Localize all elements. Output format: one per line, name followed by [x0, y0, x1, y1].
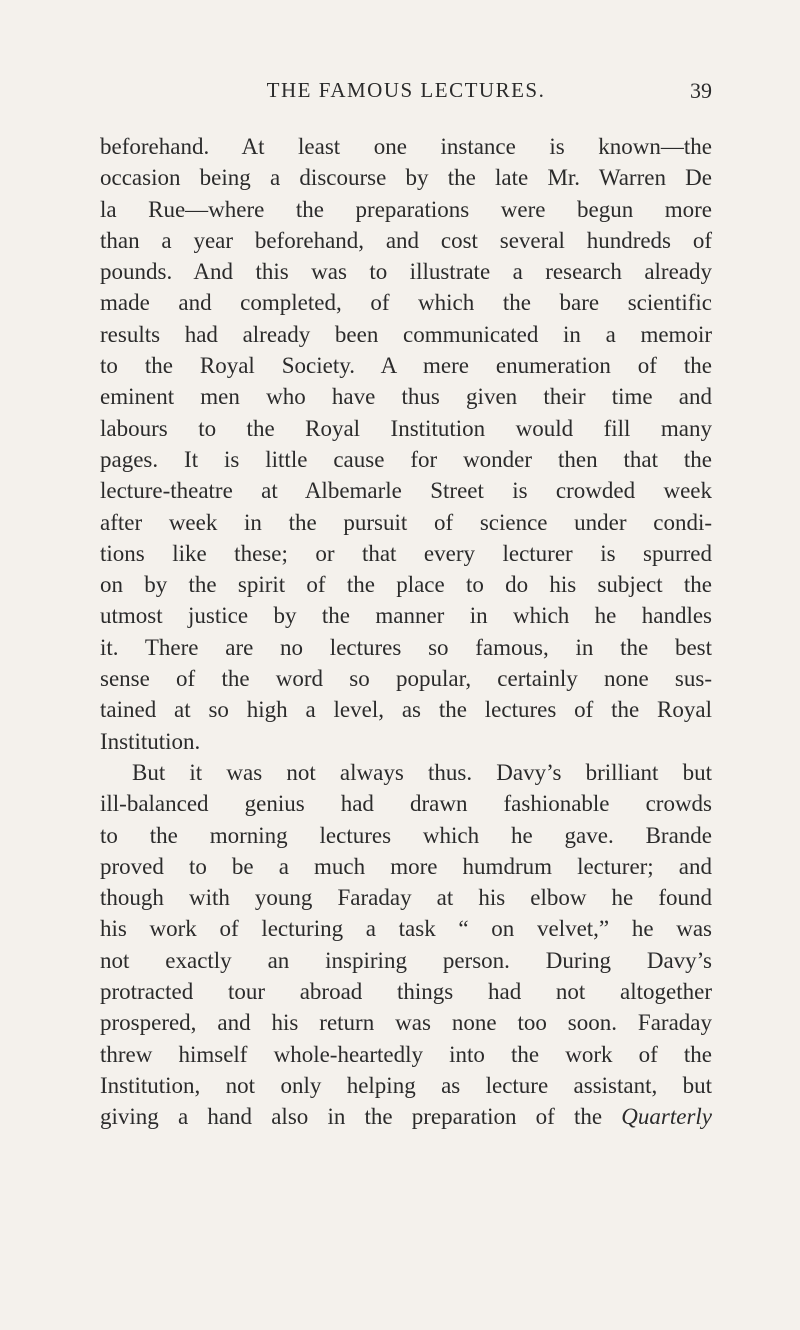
text-line: eminent men who have thus given their time and	[100, 384, 712, 410]
text-line: pounds. And this was to illustrate a research already	[100, 259, 712, 285]
text-line: labours to the Royal Institution would fill many	[100, 415, 712, 441]
text-line: after week in the pursuit of science under condi-	[100, 509, 712, 535]
text-line: utmost justice by the manner in which he handles	[100, 603, 712, 629]
text-line: ill-balanced genius had drawn fashionable crowds	[100, 791, 712, 817]
text-line: prospered, and his return was none too soon. Faraday	[100, 1010, 712, 1036]
page-number: 39	[690, 78, 712, 103]
text-line: tions like these; or that every lecturer is spurred	[100, 540, 712, 566]
text-line: la Rue—where the preparations were begun more	[100, 196, 712, 222]
text-line: occasion being a discourse by the late Mr. Warren De	[100, 165, 712, 191]
text-line: not exactly an inspiring person. During Davy’s	[100, 947, 712, 973]
text-line: it. There are no lectures so famous, in the best	[100, 634, 712, 660]
text-line: to the morning lectures which he gave. Brande	[100, 822, 712, 848]
text-line: to the Royal Society. A mere enumeration of the	[100, 353, 712, 379]
text-line: his work of lecturing a task “ on velvet,” he was	[100, 916, 712, 942]
text-line: protracted tour abroad things had not altogether	[100, 979, 712, 1005]
paragraph-start-line: But it was not always thus. Davy’s brilliant but	[132, 759, 712, 785]
text-line: proved to be a much more humdrum lecturer; and	[100, 853, 712, 879]
text-line: results had already been communicated in a memoir	[100, 321, 712, 347]
paragraph-end-line: Institution.	[100, 728, 201, 754]
text-line: tained at so high a level, as the lectures of the Royal	[100, 697, 712, 723]
text-line: Institution, not only helping as lecture assistant, but	[100, 1072, 712, 1098]
body-text	[100, 131, 712, 1133]
text-line: lecture-theatre at Albemarle Street is crowded week	[100, 478, 712, 504]
text-line: threw himself whole-heartedly into the work of the	[100, 1041, 712, 1067]
text-line: on by the spirit of the place to do his subject the	[100, 572, 712, 598]
text-line: than a year beforehand, and cost several hundreds of	[100, 227, 712, 253]
text-line-final	[100, 1101, 712, 1132]
text-line: sense of the word so popular, certainly none sus-	[100, 666, 712, 692]
text-line: though with young Faraday at his elbow he found	[100, 885, 712, 911]
final-line-text: giving a hand also in the preparation of the	[100, 1104, 603, 1130]
text-line: pages. It is little cause for wonder then that the	[100, 446, 712, 472]
journal-title-italic: Quarterly	[621, 1104, 713, 1130]
text-line: beforehand. At least one instance is known—the	[100, 134, 712, 159]
running-title: THE FAMOUS LECTURES.	[266, 78, 546, 102]
running-head	[100, 78, 712, 106]
text-line: made and completed, of which the bare scientific	[100, 290, 712, 316]
